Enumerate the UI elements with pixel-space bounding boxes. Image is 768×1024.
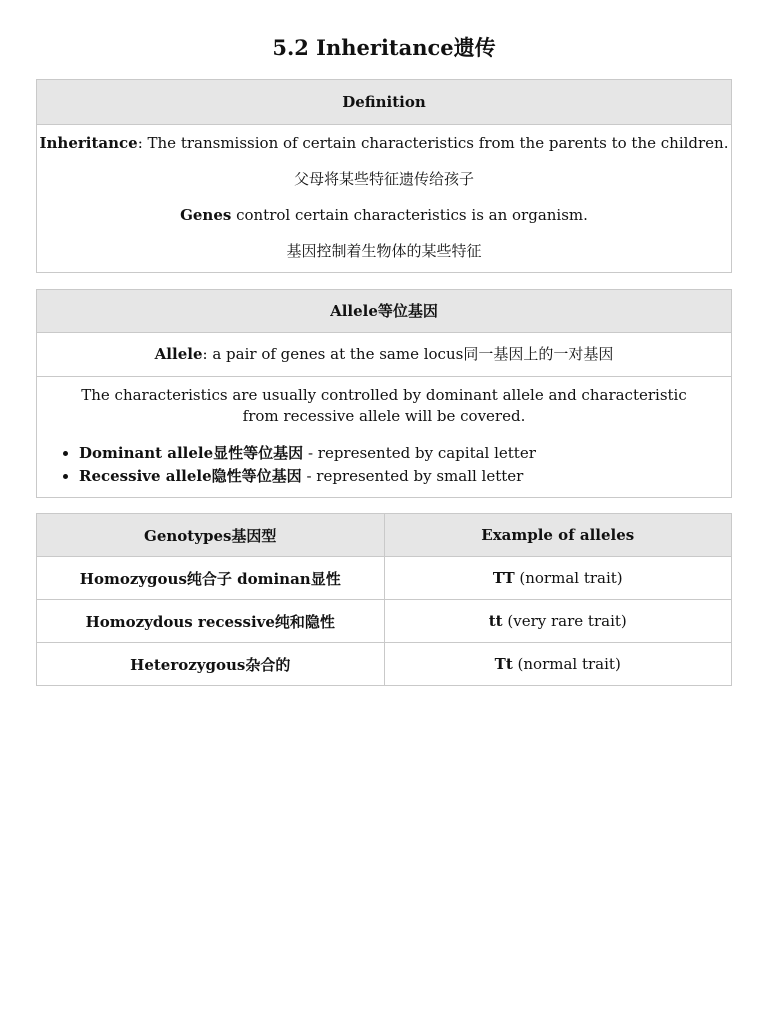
genotype-table [36, 513, 732, 686]
table-row [37, 600, 732, 643]
genotype-cell: Homozydous recessive纯和隐性 [37, 600, 385, 643]
allele-example-cell [384, 643, 732, 686]
trait-text: (very rare trait) [502, 612, 627, 630]
genes-term: Genes [180, 206, 232, 224]
trait-text: (normal trait) [512, 655, 621, 673]
allele-header: Allele等位基因 [37, 290, 731, 333]
recessive-allele-text: - represented by small letter [301, 467, 524, 485]
dominant-allele-text: - represented by capital letter [303, 444, 536, 462]
allele-symbol: tt [488, 612, 503, 630]
genes-definition [37, 189, 731, 225]
page-title: 5.2 Inheritance遗传 [272, 35, 496, 60]
definition-box [36, 79, 732, 273]
genotypes-column-header: Genotypes基因型 [37, 514, 385, 557]
recessive-allele-term: Recessive allele隐性等位基因 [79, 467, 302, 485]
genotype-cell: Heterozygous杂合的 [37, 643, 385, 686]
genes-text: control certain characteristics is an organism. [231, 206, 588, 224]
allele-bullet-list [37, 442, 731, 488]
allele-example-cell [384, 600, 732, 643]
allele-definition [37, 333, 731, 377]
allele-description: The characteristics are usually controlled by dominant allele and characteristic from recessive allele will be covered. [81, 386, 687, 425]
list-item-recessive [79, 465, 731, 488]
table-row [37, 643, 732, 686]
inheritance-definition [37, 125, 731, 153]
trait-text: (normal trait) [514, 569, 623, 587]
inheritance-chinese: 父母将某些特征遗传给孩子 [293, 170, 474, 188]
dominant-allele-term: Dominant allele显性等位基因 [79, 444, 304, 462]
allele-example-cell [384, 557, 732, 600]
list-item-dominant [79, 442, 731, 465]
genotype-cell: Homozygous纯合子 dominan显性 [37, 557, 385, 600]
inheritance-term: Inheritance [39, 134, 138, 152]
definition-header: Definition [37, 80, 731, 125]
allele-symbol: TT [492, 569, 515, 587]
alleles-column-header: Example of alleles [384, 514, 732, 557]
inheritance-text: : The transmission of certain characteristics from the parents to the children. [137, 134, 729, 152]
genes-chinese: 基因控制着生物体的某些特征 [286, 242, 482, 260]
allele-text: : a pair of genes at the same locus同一基因上的一对基因 [202, 345, 614, 363]
allele-symbol: Tt [494, 655, 513, 673]
allele-term: Allele [154, 345, 203, 363]
table-header-row [37, 514, 732, 557]
allele-box [36, 289, 732, 498]
table-row [37, 557, 732, 600]
